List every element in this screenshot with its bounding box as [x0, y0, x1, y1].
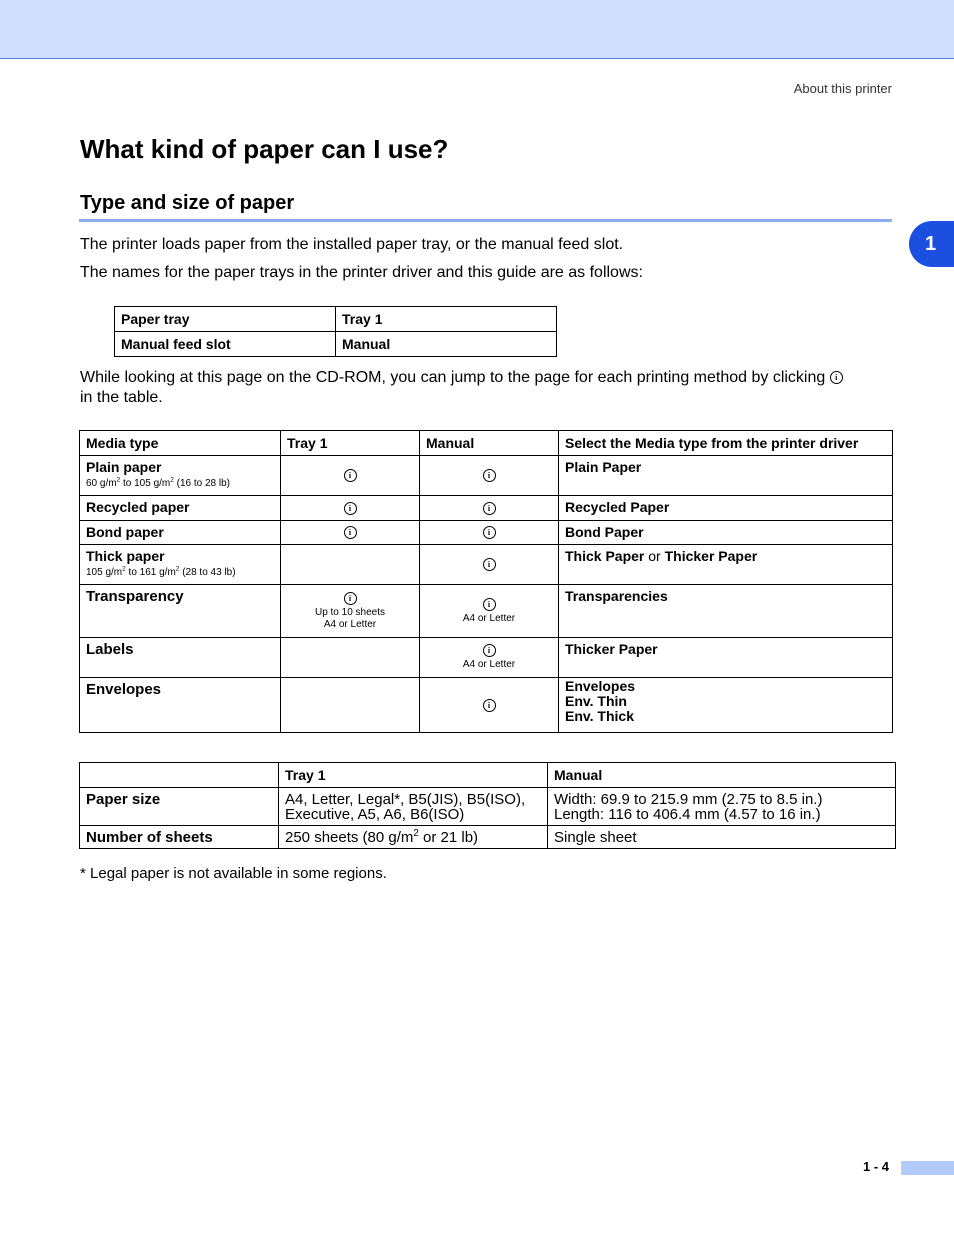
tray-name: Manual [336, 332, 557, 357]
media-type-label: Labels [80, 638, 281, 678]
driver-media-type: Recycled Paper [559, 496, 893, 521]
table-row [80, 545, 893, 585]
manual-cell [420, 521, 559, 545]
tray-sizes-line: Executive, A5, A6, B6(ISO) [285, 806, 465, 823]
page-number-bar [901, 1161, 954, 1175]
driver-option: Env. Thick [565, 708, 634, 724]
section-title: Type and size of paper [80, 192, 295, 214]
manual-cell [420, 545, 559, 585]
column-header: Manual [420, 431, 559, 456]
table-row [80, 826, 896, 849]
page-number: 1 - 4 [863, 1159, 890, 1174]
media-type-label: Plain paper [86, 459, 162, 475]
table-row [80, 638, 893, 678]
header-band [0, 0, 954, 59]
table-row [80, 496, 893, 521]
tray-note: Up to 10 sheets [314, 606, 386, 618]
footnote: * Legal paper is not available in some regions. [80, 865, 387, 882]
table-header-row [80, 763, 896, 788]
table-row [80, 456, 893, 496]
driver-media-type: Transparencies [559, 585, 893, 638]
intro-paragraph-2: The names for the paper trays in the printer driver and this guide are as follows: [80, 264, 643, 281]
column-header: Manual [548, 763, 896, 788]
info-icon[interactable]: i [483, 644, 496, 657]
info-icon[interactable]: i [344, 526, 357, 539]
tray-cell [281, 545, 420, 585]
info-icon[interactable]: i [344, 592, 357, 605]
cd-note-text: While looking at this page on the CD-ROM, you can jump to the page for each printing method by clicking [80, 369, 826, 386]
media-type-label: Transparency [80, 585, 281, 638]
media-name [80, 456, 281, 496]
driver-or: or [648, 548, 661, 564]
driver-media-type: Plain Paper [559, 456, 893, 496]
manual-cell [420, 585, 559, 638]
table-row [80, 585, 893, 638]
tray-sizes-line: A4, Letter, Legal*, B5(JIS), B5(ISO), [285, 791, 526, 808]
media-weight: 105 $g/m^2$ to 161 $g/m^2$ (28 to 43 lb) [86, 565, 236, 578]
section-rule [79, 219, 892, 222]
tray-label: Manual feed slot [115, 332, 336, 357]
column-header: Tray 1 [279, 763, 548, 788]
media-weight: 60 $g/m^2$ to 105 $g/m^2$ (16 to 28 lb) [86, 476, 231, 489]
chapter-tab[interactable]: 1 [909, 221, 954, 267]
manual-cell [420, 678, 559, 733]
media-type-table [79, 430, 893, 733]
manual-note: A4 or Letter [462, 659, 516, 670]
tray-sheets: 250 sheets (80 $g/m^2$ or 21 lb) [279, 826, 548, 849]
tray-note: A4 or Letter [323, 618, 377, 630]
table-row [80, 788, 896, 826]
info-icon[interactable]: i [483, 526, 496, 539]
tray-cell [281, 456, 420, 496]
column-header: Select the Media type from the printer driver [559, 431, 893, 456]
info-icon[interactable]: i [483, 469, 496, 482]
column-header [80, 763, 279, 788]
manual-note: A4 or Letter [462, 612, 516, 624]
manual-size-line: Width: 69.9 to 215.9 mm (2.75 to 8.5 in.) [554, 791, 823, 808]
info-icon[interactable]: i [483, 502, 496, 515]
tray-cell [281, 678, 420, 733]
driver-option: Env. Thin [565, 693, 627, 709]
manual-size-line: Length: 116 to 406.4 mm (4.57 to 16 in.) [554, 806, 821, 823]
tray-cell [281, 496, 420, 521]
driver-option: Envelopes [565, 678, 636, 694]
table-header-row [80, 431, 893, 456]
tray-cell [281, 585, 420, 638]
manual-cell [420, 456, 559, 496]
table-row [80, 678, 893, 733]
manual-cell [420, 496, 559, 521]
media-name [80, 545, 281, 585]
tray-name: Tray 1 [336, 307, 557, 332]
info-icon[interactable]: i [344, 502, 357, 515]
driver-option: Thick Paper [565, 548, 645, 564]
driver-media-type: Thicker Paper [559, 638, 893, 678]
page-title: What kind of paper can I use? [80, 134, 449, 164]
media-type-label: Envelopes [80, 678, 281, 733]
table-row [115, 332, 557, 357]
info-icon[interactable]: i [344, 469, 357, 482]
table-row [80, 521, 893, 545]
section-header: About this printer [793, 81, 892, 96]
tray-names-table [114, 306, 557, 357]
paper-size-table [79, 762, 896, 849]
tray-cell [281, 521, 420, 545]
driver-media-type: Bond Paper [559, 521, 893, 545]
info-icon: i [830, 371, 843, 384]
tray-sizes [279, 788, 548, 826]
tray-cell [281, 638, 420, 678]
media-type-label: Recycled paper [80, 496, 281, 521]
driver-option: Thicker Paper [664, 548, 758, 564]
manual-sheets: Single sheet [548, 826, 896, 849]
info-icon[interactable]: i [483, 598, 496, 611]
manual-sizes [548, 788, 896, 826]
row-header: Number of sheets [80, 826, 279, 849]
tray-label: Paper tray [115, 307, 336, 332]
media-type-label: Bond paper [80, 521, 281, 545]
media-type-label: Thick paper [86, 548, 165, 564]
info-icon[interactable]: i [483, 699, 496, 712]
info-icon[interactable]: i [483, 558, 496, 571]
column-header: Media type [80, 431, 281, 456]
driver-media-type [559, 545, 893, 585]
column-header: Tray 1 [281, 431, 420, 456]
cd-rom-note [80, 368, 895, 408]
manual-cell [420, 638, 559, 678]
row-header: Paper size [80, 788, 279, 826]
intro-paragraph-1: The printer loads paper from the installed paper tray, or the manual feed slot. [80, 236, 624, 253]
driver-media-type [559, 678, 893, 733]
table-row [115, 307, 557, 332]
cd-note-tail: in the table. [80, 389, 163, 406]
